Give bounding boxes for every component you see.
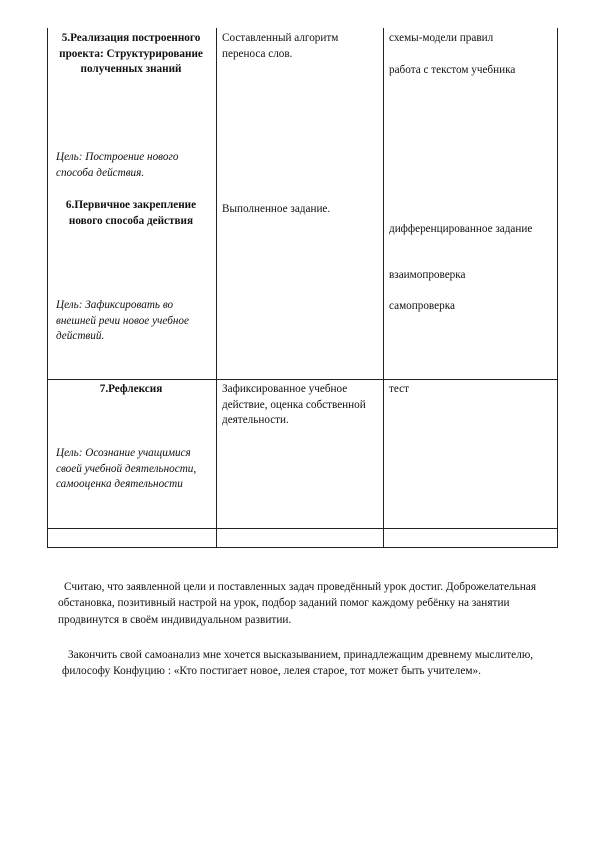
stage-7-form-1: тест [389, 383, 409, 395]
table-row-divider [47, 379, 558, 380]
table-border-bottom [47, 547, 558, 548]
stage-7-result: Зафиксированное учебное действие, оценка собственной деятельности. [222, 383, 366, 426]
table-border-right [557, 28, 558, 548]
table-divider-col2 [383, 28, 384, 548]
table-row-divider [47, 528, 558, 529]
stage-6-form-3: самопроверка [389, 300, 455, 312]
stage-6-goal: Цель: Зафиксировать во внешней речи новое учебное действий. [56, 299, 189, 342]
table-divider-col1 [216, 28, 217, 548]
stage-5-title: 5.Реализация построенного проекта: Структурирование полученных знаний [59, 32, 203, 75]
stage-5-result: Составленный алгоритм переноса слов. [222, 32, 339, 60]
stage-5-goal: Цель: Построение нового способа действия. [56, 151, 179, 179]
stage-6-form-1: дифференцированное задание [389, 223, 533, 235]
stage-7-title: 7.Рефлексия [99, 383, 163, 395]
conclusion-paragraph-1: Считаю, что заявленной цели и поставленных задач проведённый урок достиг. Доброжелательная обстановка, позитивный настрой на урок, подбор заданий помог каждому ребёнку на занятии продвинутся в своём индивидуальном развитии. [58, 581, 537, 626]
stage-5-form-2: работа с текстом учебника [389, 64, 516, 76]
stage-6-result: Выполненное задание. [222, 203, 331, 215]
stage-7-goal: Цель: Осознание учащимися своей учебной деятельности, самооценка деятельности [56, 447, 197, 490]
table-border-left [47, 28, 48, 548]
conclusion-paragraph-2: Закончить свой самоанализ мне хочется высказыванием, принадлежащим древнему мыслителю, философу Конфуцию : «Кто постигает новое, лелея старое, тот может быть учителем». [62, 649, 534, 678]
stage-6-title: 6.Первичное закрепление нового способа действия [65, 199, 197, 227]
stage-6-form-2: взаимопроверка [389, 269, 466, 281]
stage-5-form-1: схемы-модели правил [389, 32, 494, 44]
